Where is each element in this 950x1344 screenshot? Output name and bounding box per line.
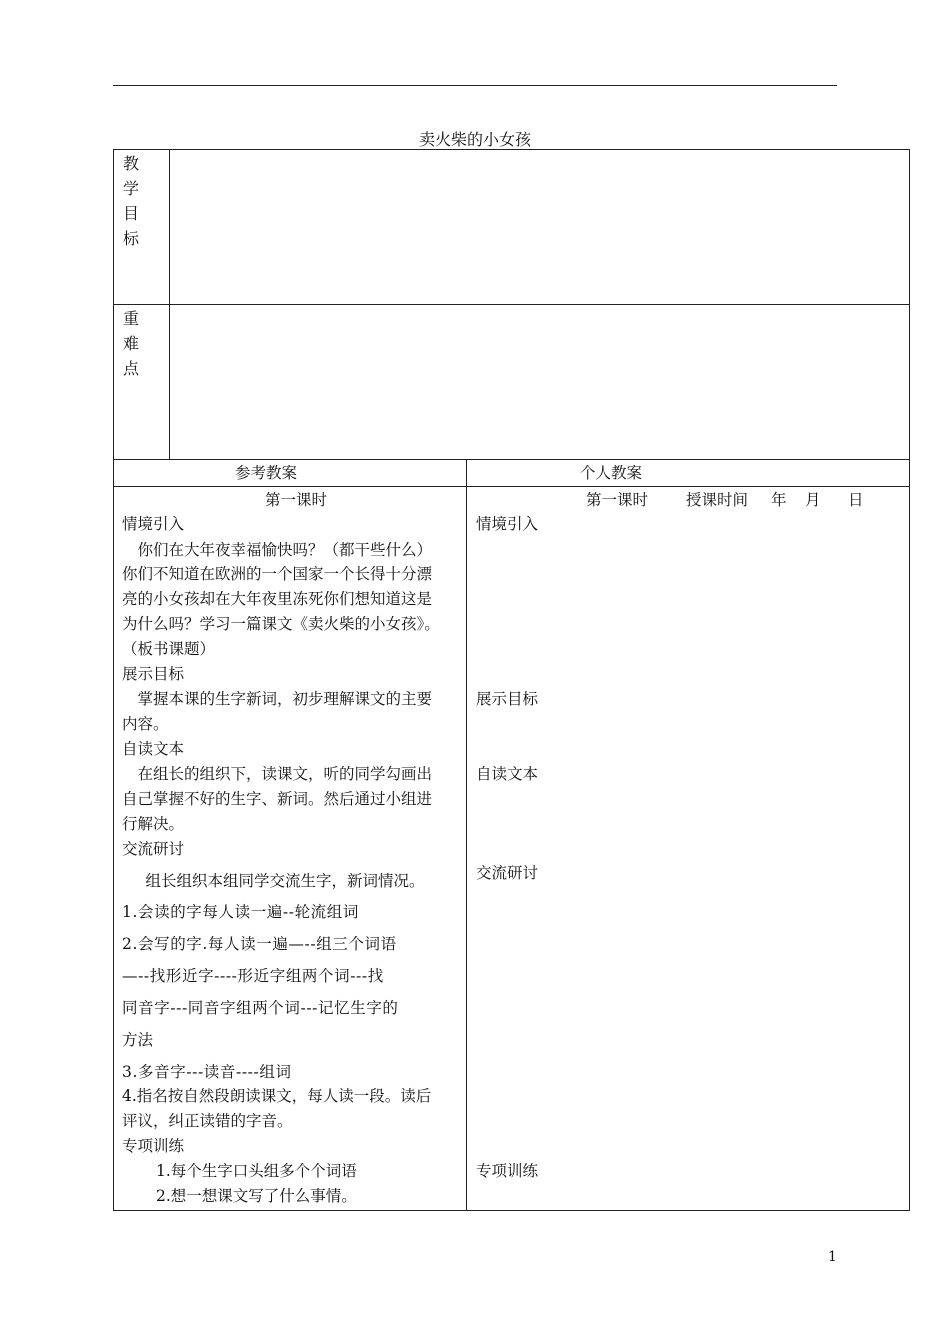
difficulty-label: 重 难 点 xyxy=(122,309,139,378)
left-line: —--找形近字----形近字组两个词---找 xyxy=(122,967,384,985)
row-divider-3 xyxy=(113,486,910,487)
left-line: 交流研讨 xyxy=(122,840,185,858)
left-line: 展示目标 xyxy=(122,665,185,683)
page-number: 1 xyxy=(828,1249,837,1265)
left-line: 亮的小女孩却在大年夜里冻死你们想知道这是 xyxy=(122,590,433,608)
day-label: 日 xyxy=(848,491,864,509)
left-lesson-label: 第一课时 xyxy=(265,491,328,509)
right-section: 自读文本 xyxy=(476,765,539,783)
left-line: 行解决。 xyxy=(122,815,185,833)
page-title: 卖火柴的小女孩 xyxy=(418,130,531,149)
left-line: 同音字---同音字组两个词---记忆生字的 xyxy=(122,999,399,1017)
plan-column-divider xyxy=(466,459,467,1211)
left-line: 2.想一想课文写了什么事情。 xyxy=(156,1187,357,1205)
right-section: 交流研讨 xyxy=(476,864,539,882)
left-line: 你们不知道在欧洲的一个国家一个长得十分漂 xyxy=(122,565,433,583)
right-section: 情境引入 xyxy=(476,515,539,533)
left-line: 为什么吗？学习一篇课文《卖火柴的小女孩》。 xyxy=(122,615,440,633)
left-line: 专项训练 xyxy=(122,1137,185,1155)
left-line: 自读文本 xyxy=(122,740,185,758)
reference-plan-header: 参考教案 xyxy=(235,464,298,482)
lesson-table xyxy=(113,149,910,1211)
left-line: 方法 xyxy=(122,1031,154,1049)
left-line: 内容。 xyxy=(122,715,169,733)
label-column-divider xyxy=(169,149,170,459)
left-line: 你们在大年夜幸福愉快吗？（都干些什么） xyxy=(122,541,433,559)
month-label: 月 xyxy=(805,491,821,509)
left-line: 情境引入 xyxy=(122,515,185,533)
left-line: 4.指名按自然段朗读课文，每人读一段。读后 xyxy=(122,1087,432,1105)
row-divider-2 xyxy=(113,459,910,460)
left-line: 评议，纠正读错的字音。 xyxy=(122,1112,293,1130)
teaching-time-label: 授课时间 xyxy=(686,491,749,509)
year-label: 年 xyxy=(771,491,787,509)
left-line: 1.会读的字每人读一遍--轮流组词 xyxy=(122,903,359,921)
left-line: 自己掌握不好的生字、新词。然后通过小组进 xyxy=(122,790,433,808)
right-section: 专项训练 xyxy=(476,1162,539,1180)
right-section: 展示目标 xyxy=(476,690,539,708)
left-line: 组长组织本组同学交流生字，新词情况。 xyxy=(130,872,425,890)
goals-label: 教 学 目 标 xyxy=(122,154,139,248)
personal-plan-header: 个人教案 xyxy=(580,464,643,482)
left-line: 3.多音字---读音----组词 xyxy=(122,1063,292,1081)
row-divider-1 xyxy=(113,304,910,305)
left-line: 1.每个生字口头组多个个词语 xyxy=(156,1162,357,1180)
left-line: （板书课题） xyxy=(122,640,216,658)
right-lesson-label: 第一课时 xyxy=(586,491,649,509)
left-line: 2.会写的字.每人读一遍—--组三个词语 xyxy=(122,935,397,953)
left-line: 掌握本课的生字新词，初步理解课文的主要 xyxy=(122,690,433,708)
left-line: 在组长的组织下，读课文，听的同学勾画出 xyxy=(122,765,433,783)
header-rule xyxy=(113,85,837,86)
